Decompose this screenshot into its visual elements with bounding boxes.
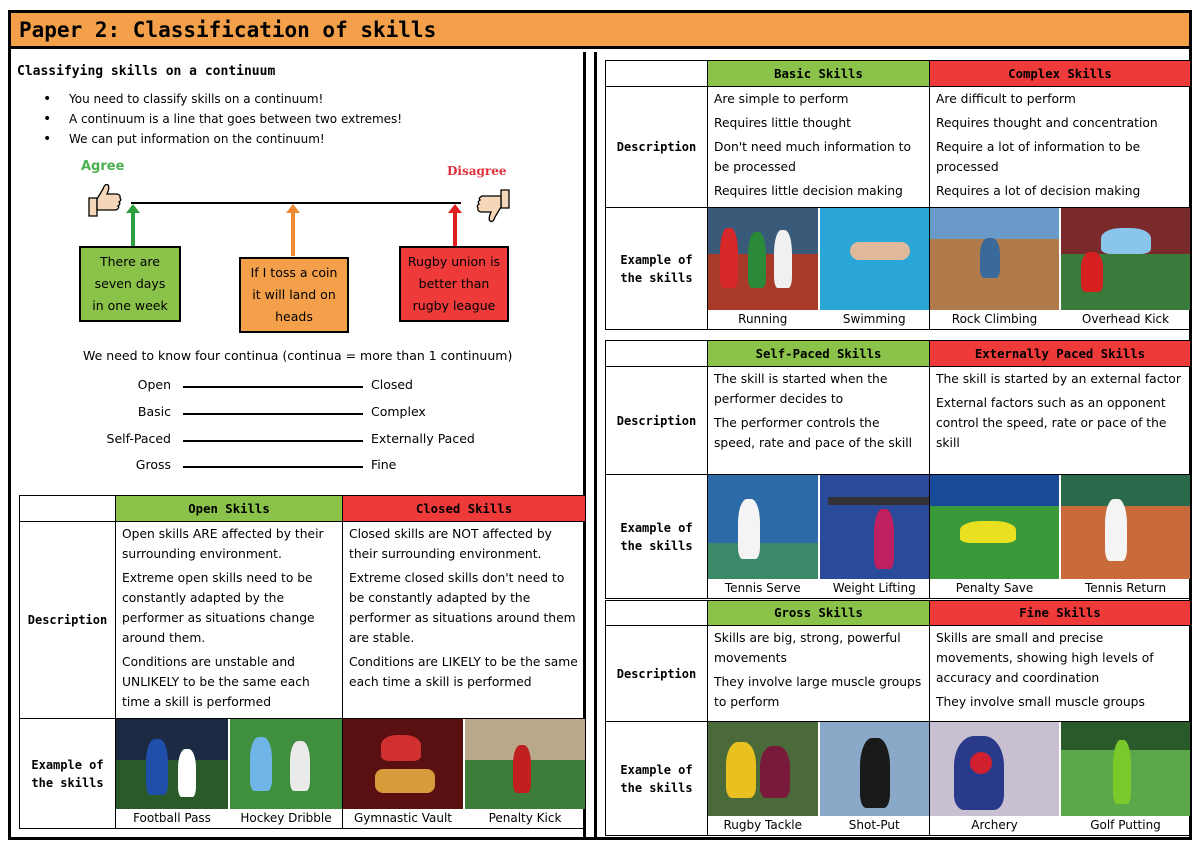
example-caption: Shot-Put xyxy=(848,818,900,832)
overhead-kick-photo xyxy=(1061,208,1190,310)
penalty-kick-photo xyxy=(465,719,585,809)
blank-cell xyxy=(20,496,116,522)
opinion-box-text: If I toss a coin it will land on heads xyxy=(250,265,338,324)
self-paced-header: Self-Paced Skills xyxy=(708,341,930,367)
blank-cell xyxy=(606,341,708,367)
desc-line: Require a lot of information to be processed xyxy=(936,140,1141,174)
externally-paced-examples xyxy=(930,475,1191,599)
continuum-left: Self-Paced xyxy=(106,431,171,446)
opinion-box-chance xyxy=(239,257,349,333)
gross-description xyxy=(708,626,930,722)
swimming-photo xyxy=(820,208,930,310)
example-caption: Rock Climbing xyxy=(951,312,1038,326)
worksheet xyxy=(8,10,1192,840)
example-caption: Tennis Serve xyxy=(724,581,801,595)
desc-line: The skill is started when the performer decides to xyxy=(714,372,888,406)
desc-line: They involve large muscle groups to perform xyxy=(714,675,922,709)
description-label: Description xyxy=(606,367,708,475)
rugby-tackle-photo xyxy=(708,722,818,816)
fine-description xyxy=(930,626,1191,722)
desc-line: External factors such as an opponent control the speed, rate or pace of the skill xyxy=(936,396,1167,450)
open-closed-table xyxy=(19,495,586,829)
continuum-right: Complex xyxy=(371,404,426,419)
desc-line: The skill is started by an external factor xyxy=(936,372,1181,386)
continuum-left: Open xyxy=(137,377,171,392)
desc-line: Requires a lot of decision making xyxy=(936,184,1141,198)
continuum-row xyxy=(11,457,586,477)
open-description xyxy=(116,522,343,719)
penalty-save-photo xyxy=(930,475,1059,579)
continuum-left: Gross xyxy=(135,457,171,472)
opinion-box-text: There are seven days in one week xyxy=(92,254,168,313)
left-column xyxy=(11,52,586,837)
gymnastic-vault-photo xyxy=(343,719,463,809)
description-label: Description xyxy=(20,522,116,719)
externally-paced-description xyxy=(930,367,1191,475)
examples-label: Example of the skills xyxy=(606,722,708,836)
continuum-right: Externally Paced xyxy=(371,431,475,446)
blank-cell xyxy=(606,61,708,87)
desc-line: Extreme closed skills don't need to be constantly adapted by the performer as situations around them are stable. xyxy=(349,571,576,645)
complex-description xyxy=(930,87,1191,208)
desc-line: Requires little decision making xyxy=(714,184,903,198)
desc-line: Open skills ARE affected by their surrounding environment. xyxy=(122,527,324,561)
arrow-red xyxy=(453,212,457,246)
page-title: Paper 2: Classification of skills xyxy=(11,13,1189,49)
externally-paced-header: Externally Paced Skills xyxy=(930,341,1191,367)
football-pass-photo xyxy=(116,719,228,809)
desc-line: Extreme open skills need to be constantly adapted by the performer as situations change around them. xyxy=(122,571,315,645)
opinion-box-fact xyxy=(79,246,181,322)
examples-label: Example of the skills xyxy=(20,719,116,829)
example-caption: Football Pass xyxy=(133,811,211,825)
desc-line: The performer controls the speed, rate and pace of the skill xyxy=(714,416,913,450)
self-paced-description xyxy=(708,367,930,475)
closed-examples xyxy=(343,719,586,829)
desc-line: Skills are small and precise movements, showing high levels of accuracy and coordination xyxy=(936,631,1154,685)
continuum-left: Basic xyxy=(137,404,171,419)
intro-title: Classifying skills on a continuum xyxy=(17,64,276,79)
golf-putting-photo xyxy=(1061,722,1190,816)
tennis-return-photo xyxy=(1061,475,1190,579)
bullet-item: • A continuum is a line that goes between two extremes! xyxy=(43,112,402,132)
archery-photo xyxy=(930,722,1059,816)
basic-skills-header: Basic Skills xyxy=(708,61,930,87)
desc-line: Closed skills are NOT affected by their surrounding environment. xyxy=(349,527,552,561)
thumbs-up-icon xyxy=(83,178,123,220)
continuum-right: Closed xyxy=(371,377,413,392)
opinion-box-text: Rugby union is better than rugby league xyxy=(407,254,501,313)
desc-line: Requires little thought xyxy=(714,116,851,130)
example-caption: Archery xyxy=(971,818,1018,832)
hockey-dribble-photo xyxy=(230,719,342,809)
desc-line: Don't need much information to be processed xyxy=(714,140,911,174)
agree-label: Agree xyxy=(81,159,125,174)
complex-skills-header: Complex Skills xyxy=(930,61,1191,87)
arrow-green xyxy=(131,212,135,246)
gross-skills-header: Gross Skills xyxy=(708,601,930,626)
rock-climbing-photo xyxy=(930,208,1059,310)
basic-description xyxy=(708,87,930,208)
complex-examples xyxy=(930,208,1191,330)
desc-line: Are difficult to perform xyxy=(936,92,1076,106)
examples-label: Example of the skills xyxy=(606,208,708,330)
example-caption: Gymnastic Vault xyxy=(353,811,453,825)
open-examples xyxy=(116,719,343,829)
example-caption: Golf Putting xyxy=(1090,818,1161,832)
right-column xyxy=(594,52,1189,837)
desc-line: Are simple to perform xyxy=(714,92,849,106)
gross-examples xyxy=(708,722,930,836)
example-caption: Tennis Return xyxy=(1084,581,1167,595)
desc-line: Skills are big, strong, powerful movements xyxy=(714,631,901,665)
intro-bullets xyxy=(43,92,402,152)
description-label: Description xyxy=(606,626,708,722)
continuum-right: Fine xyxy=(371,457,397,472)
bullet-item: • You need to classify skills on a continuum! xyxy=(43,92,402,112)
opinion-box-opinion xyxy=(399,246,509,322)
closed-skills-header: Closed Skills xyxy=(343,496,586,522)
desc-line: Conditions are unstable and UNLIKELY to be the same each time a skill is performed xyxy=(122,655,310,709)
example-caption: Running xyxy=(738,312,788,326)
self-external-table xyxy=(605,340,1191,599)
continua-title: We need to know four continua (continua = more than 1 continuum) xyxy=(83,348,513,363)
basic-examples xyxy=(708,208,930,330)
gross-fine-table xyxy=(605,600,1191,836)
desc-line: Requires thought and concentration xyxy=(936,116,1158,130)
shot-put-photo xyxy=(820,722,930,816)
continuum-row xyxy=(11,377,586,397)
desc-line: They involve small muscle groups xyxy=(936,695,1145,709)
tennis-serve-photo xyxy=(708,475,818,579)
basic-complex-table xyxy=(605,60,1191,330)
weight-lifting-photo xyxy=(820,475,930,579)
fine-examples xyxy=(930,722,1191,836)
example-caption: Weight Lifting xyxy=(832,581,916,595)
thumbs-down-icon xyxy=(475,186,515,228)
examples-label: Example of the skills xyxy=(606,475,708,599)
running-photo xyxy=(708,208,818,310)
example-caption: Rugby Tackle xyxy=(723,818,802,832)
self-paced-examples xyxy=(708,475,930,599)
example-caption: Hockey Dribble xyxy=(240,811,332,825)
fine-skills-header: Fine Skills xyxy=(930,601,1191,626)
continuum-row xyxy=(11,431,586,451)
arrow-orange xyxy=(291,212,295,256)
example-caption: Penalty Save xyxy=(955,581,1034,595)
disagree-label: Disagree xyxy=(447,164,507,178)
closed-description xyxy=(343,522,586,719)
bullet-item: • We can put information on the continuum! xyxy=(43,132,402,152)
continuum-row xyxy=(11,404,586,424)
blank-cell xyxy=(606,601,708,626)
open-skills-header: Open Skills xyxy=(116,496,343,522)
example-caption: Overhead Kick xyxy=(1081,312,1170,326)
example-caption: Penalty Kick xyxy=(488,811,562,825)
example-caption: Swimming xyxy=(842,312,906,326)
desc-line: Conditions are LIKELY to be the same each time a skill is performed xyxy=(349,655,578,689)
description-label: Description xyxy=(606,87,708,208)
